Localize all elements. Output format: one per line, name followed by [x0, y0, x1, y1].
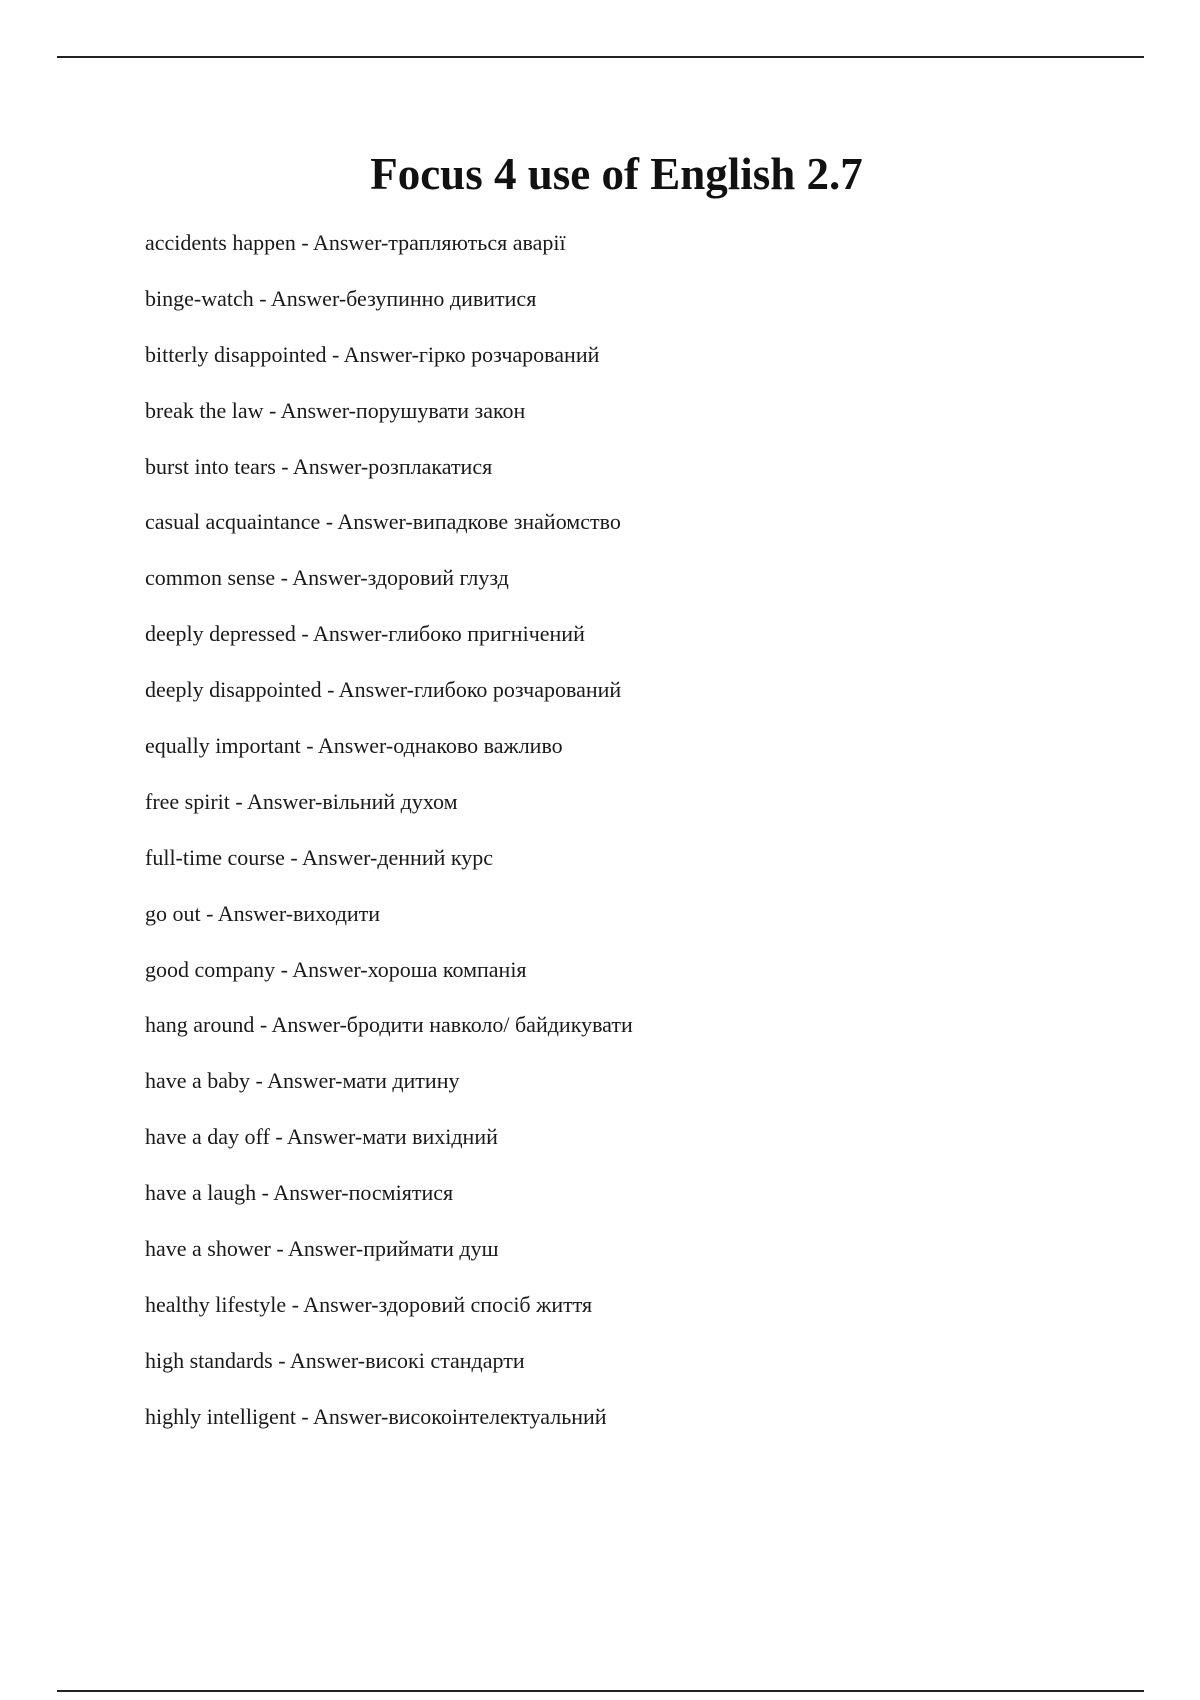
vocabulary-list [145, 229, 633, 1459]
list-item: healthy lifestyle - Answer-здоровий спосіб життя [145, 1291, 593, 1317]
list-item: full-time course - Answer-денний курс [145, 844, 494, 870]
list-item: highly intelligent - Answer-високоінтелектуальний [145, 1403, 607, 1429]
list-item: have a day off - Answer-мати вихідний [145, 1124, 498, 1150]
list-item: break the law - Answer-порушувати закон [145, 397, 526, 423]
list-item: go out - Answer-виходити [145, 900, 381, 926]
list-item: have a laugh - Answer-посміятися [145, 1180, 454, 1206]
footer-rule [57, 1690, 1144, 1692]
list-item: have a baby - Answer-мати дитину [145, 1068, 460, 1094]
list-item: burst into tears - Answer-розплакатися [145, 453, 493, 479]
page-title: Focus 4 use of English 2.7 [370, 149, 863, 199]
list-item: deeply disappointed - Answer-глибоко розчарований [145, 677, 622, 703]
header-rule [57, 56, 1144, 58]
list-item: good company - Answer-хороша компанія [145, 956, 527, 982]
list-item: have a shower - Answer-приймати душ [145, 1236, 499, 1262]
list-item: free spirit - Answer-вільний духом [145, 788, 458, 814]
list-item: deeply depressed - Answer-глибоко пригнічений [145, 621, 585, 647]
list-item: accidents happen - Answer-трапляються аварії [145, 230, 566, 255]
list-item: equally important - Answer-однаково важливо [145, 733, 563, 759]
list-item: hang around - Answer-бродити навколо/ байдикувати [145, 1012, 633, 1038]
list-item: common sense - Answer-здоровий глузд [145, 565, 509, 591]
list-item: binge-watch - Answer-безупинно дивитися [145, 285, 537, 311]
list-item: casual acquaintance - Answer-випадкове знайомство [145, 509, 621, 535]
list-item: bitterly disappointed - Answer-гірко розчарований [145, 341, 600, 367]
list-item: high standards - Answer-високі стандарти [145, 1347, 525, 1373]
